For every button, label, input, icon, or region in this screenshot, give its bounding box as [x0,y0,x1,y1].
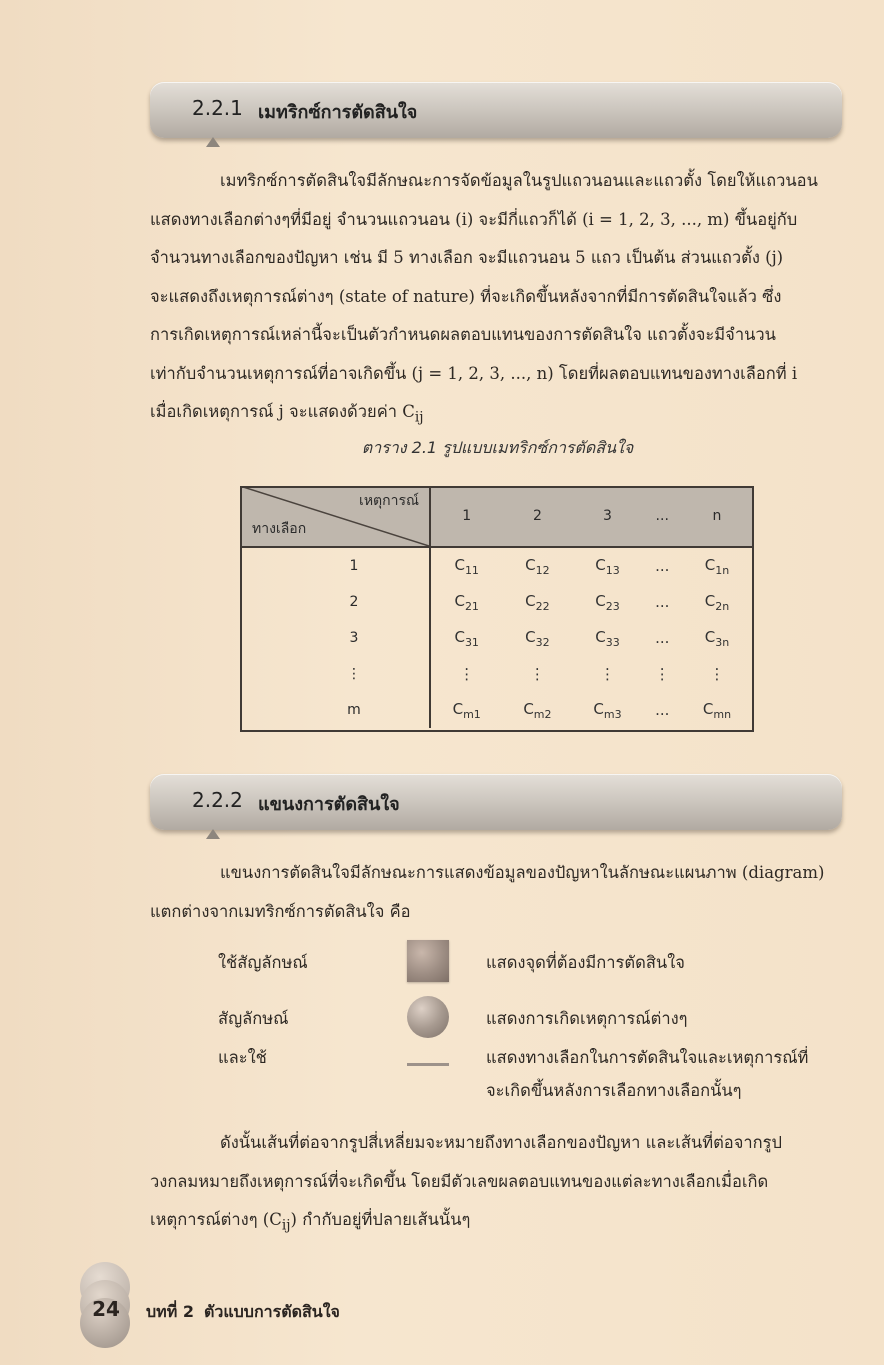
cell-symbol: C [452,699,464,718]
cell-symbol: ⋮ [709,665,725,683]
cell-symbol: C [454,627,465,646]
cell-subscript: mn [713,707,732,721]
paragraph-matrix-description [150,162,845,437]
row-header: m [240,692,430,728]
cell-symbol: C [454,591,465,610]
cell-symbol: C [525,591,536,610]
matrix-cell [502,656,572,692]
chapter-label: บทที่ 2 [146,1302,194,1321]
cell-symbol: C [523,699,534,718]
matrix-cell [502,584,572,620]
cell-symbol: ⋮ [459,665,475,683]
text-line: ดังนั้นเส้นที่ต่อจากรูปสี่เหลี่ยมจะหมายถึงทางเลือกของปัญหา และเส้นที่ต่อจากรูป [220,1133,782,1152]
text-line: จำนวนทางเลือกของปัญหา เช่น มี 5 ทางเลือก จะมีแถวนอน 5 แถว เป็นต้น ส่วนแถวตั้ง (j) [150,248,784,267]
matrix-cell [430,547,502,584]
text-line: แขนงการตัดสินใจมีลักษณะการแสดงข้อมูลของปัญหาในลักษณะแผนภาพ (diagram) [220,863,825,882]
row-header: 2 [240,584,430,620]
row-header: 1 [240,547,430,584]
cell-subscript: 21 [464,599,479,613]
cell-subscript: m1 [463,707,481,721]
cell-symbol: C [595,627,606,646]
matrix-cell [572,692,642,728]
matrix-cell [502,547,572,584]
corner-event-label: เหตุการณ์ [359,493,419,509]
matrix-cell [430,692,502,728]
text-fragment: เมื่อเกิดเหตุการณ์ j จะแสดงด้วยค่า C [150,402,415,421]
table-row [240,547,752,584]
matrix-cell [572,584,642,620]
cell-subscript: 12 [535,563,550,577]
chapter-footer [146,1300,340,1325]
table-body [240,547,752,728]
cell-symbol: C [593,699,604,718]
cell-symbol: C [595,591,606,610]
table-row [240,620,752,656]
matrix-cell [430,620,502,656]
table-row [240,692,752,728]
text-line [150,393,845,437]
text-line: แตกต่างจากเมทริกซ์การตัดสินใจ คือ [150,901,411,921]
row-header: ⋮ [240,656,430,692]
table-caption: ตาราง 2.1 รูปแบบเมทริกซ์การตัดสินใจ [361,438,634,457]
section-title: เมทริกซ์การตัดสินใจ [258,102,418,123]
header-notch [206,829,220,839]
text-line: การเกิดเหตุการณ์เหล่านี้จะเป็นตัวกำหนดผลตอบแทนของการตัดสินใจ แถวตั้งจะมีจำนวน [150,325,776,344]
table-header-row [240,486,752,547]
corner-cell [240,486,430,547]
matrix-cell [572,547,642,584]
matrix-cell [572,656,642,692]
cell-symbol: ⋮ [529,665,545,683]
cell-subscript: 11 [464,563,479,577]
table-row [240,584,752,620]
cell-symbol: ⋮ [599,665,615,683]
cell-subscript: 32 [535,635,550,649]
decision-square-icon [407,940,449,982]
matrix-cell [643,692,682,728]
matrix-cell [682,656,752,692]
row-header: 3 [240,620,430,656]
legend-description: แสดงการเกิดเหตุการณ์ต่างๆ [486,1009,688,1028]
text-line: วงกลมหมายถึงเหตุการณ์ที่จะเกิดขึ้น โดยมีตัวเลขผลตอบแทนของแต่ละทางเลือกเมื่อเกิด [150,1171,769,1191]
subscript: ij [281,1217,291,1234]
matrix-cell [502,620,572,656]
column-header: ... [643,486,682,547]
matrix-cell [643,656,682,692]
cell-subscript: 31 [464,635,479,649]
subscript: ij [414,409,424,426]
cell-subscript: 33 [605,635,620,649]
text-line [150,1201,845,1245]
legend-description: จะเกิดขึ้นหลังการเลือกทางเลือกนั้นๆ [486,1081,742,1100]
matrix-cell [430,584,502,620]
cell-subscript: 23 [605,599,620,613]
matrix-cell [682,692,752,728]
cell-symbol: C [704,591,716,610]
decision-matrix-table [240,486,752,728]
column-header: n [682,486,752,547]
section-header-2-2-2 [150,774,842,830]
matrix-cell [502,692,572,728]
cell-subscript: 13 [605,563,620,577]
matrix-cell [643,584,682,620]
text-line: เมทริกซ์การตัดสินใจมีลักษณะการจัดข้อมูลในรูปแถวนอนและแถวตั้ง โดยให้แถวนอน [220,171,818,190]
corner-alternative-label: ทางเลือก [252,521,307,537]
page-number: 24 [92,1297,120,1321]
text-fragment: เหตุการณ์ต่างๆ (C [150,1210,282,1229]
event-circle-icon [407,996,449,1038]
cell-symbol: C [595,555,606,574]
legend-label: ใช้สัญลักษณ์ [218,953,308,972]
cell-symbol: C [704,555,716,574]
column-header: 2 [502,486,572,547]
matrix-cell [572,620,642,656]
cell-symbol: ... [655,557,670,575]
cell-symbol: C [704,627,716,646]
paragraph-lines-meaning [150,1124,845,1245]
cell-subscript: m2 [533,707,552,721]
cell-symbol: C [702,699,714,718]
cell-symbol: ... [655,701,670,719]
matrix-cell [682,620,752,656]
text-line: แสดงทางเลือกต่างๆที่มีอยู่ จำนวนแถวนอน (i) จะมีกี่แถวก็ได้ (i = 1, 2, 3, ..., m) ขึ้นอยู่กับ [150,209,798,229]
cell-symbol: ⋮ [654,665,670,683]
chapter-title: ตัวแบบการตัดสินใจ [203,1302,340,1321]
text-line: เท่ากับจำนวนเหตุการณ์ที่อาจเกิดขึ้น (j = 1, 2, 3, ..., n) โดยที่ผลตอบแทนของทางเลือกที่ i [150,363,798,383]
table-row [240,656,752,692]
text-line: จะแสดงถึงเหตุการณ์ต่างๆ (state of nature) ที่จะเกิดขึ้นหลังจากที่มีการตัดสินใจแล้ว ซึ่ง [150,286,782,306]
header-notch [206,137,220,147]
branch-line-icon [407,1063,449,1066]
matrix-cell [430,656,502,692]
matrix-cell [643,620,682,656]
matrix-cell [682,547,752,584]
matrix-cell [643,547,682,584]
cell-symbol: C [525,627,536,646]
cell-subscript: 3n [715,635,730,649]
matrix-cell [682,584,752,620]
legend-label: และใช้ [218,1048,267,1067]
text-fragment: ) กำกับอยู่ที่ปลายเส้นนั้นๆ [290,1210,471,1229]
cell-symbol: ... [655,593,670,611]
legend-label: สัญลักษณ์ [218,1009,289,1028]
cell-subscript: m3 [603,707,622,721]
section-number: 2.2.2 [192,788,243,812]
section-number: 2.2.1 [192,96,243,120]
cell-symbol: C [525,555,536,574]
column-header: 3 [572,486,642,547]
section-header-2-2-1 [150,82,842,138]
cell-subscript: 22 [535,599,550,613]
cell-subscript: 2n [715,599,730,613]
section-title: แขนงการตัดสินใจ [258,794,400,815]
cell-symbol: C [454,555,465,574]
paragraph-tree-description [150,854,845,931]
legend-description: แสดงทางเลือกในการตัดสินใจและเหตุการณ์ที่ [486,1048,809,1067]
legend-description: แสดงจุดที่ต้องมีการตัดสินใจ [486,953,685,972]
cell-subscript: 1n [715,563,730,577]
column-header: 1 [430,486,502,547]
cell-symbol: ... [655,629,670,647]
